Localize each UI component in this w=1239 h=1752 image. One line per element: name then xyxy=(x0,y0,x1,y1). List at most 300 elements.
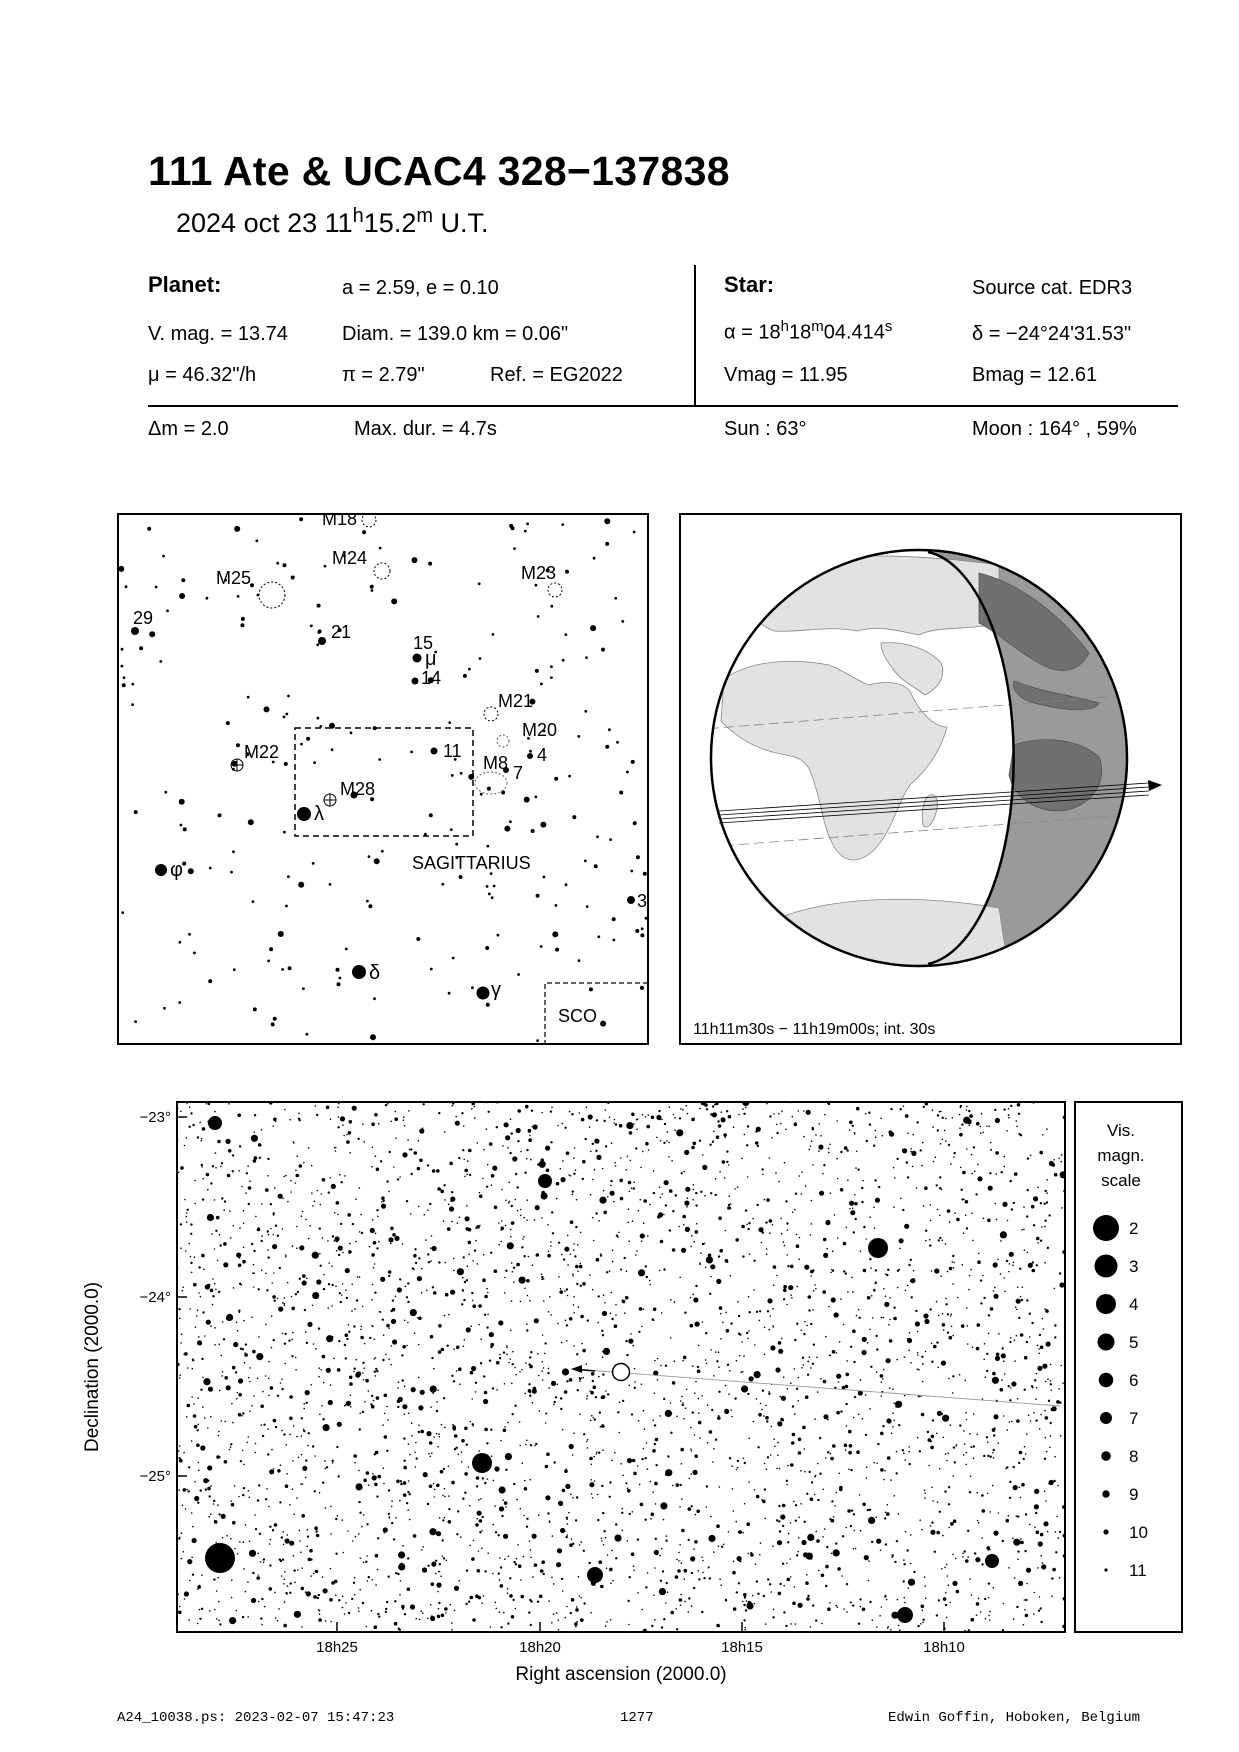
field-star xyxy=(612,1249,614,1251)
finder-star xyxy=(577,735,580,738)
field-star xyxy=(601,1540,603,1542)
field-star xyxy=(489,1142,493,1146)
field-star xyxy=(278,1307,283,1312)
field-star xyxy=(323,1588,328,1593)
field-star xyxy=(450,1197,455,1202)
field-star xyxy=(619,1179,623,1183)
field-star xyxy=(772,1224,774,1226)
field-star xyxy=(890,1629,892,1631)
field-star xyxy=(255,1216,257,1218)
field-star xyxy=(365,1379,369,1383)
field-star xyxy=(402,1379,404,1381)
field-star xyxy=(223,1242,227,1246)
field-star xyxy=(936,1614,938,1616)
field-star xyxy=(524,1393,526,1395)
field-star xyxy=(427,1618,429,1620)
field-star xyxy=(183,1452,185,1454)
field-star xyxy=(499,1579,501,1581)
field-star xyxy=(305,1390,310,1395)
field-star xyxy=(1050,1435,1052,1437)
field-star xyxy=(418,1405,423,1410)
field-star xyxy=(853,1513,855,1515)
field-star xyxy=(512,1271,514,1273)
field-star xyxy=(350,1395,352,1397)
field-star xyxy=(472,1304,476,1308)
field-star xyxy=(651,1116,655,1120)
field-star xyxy=(550,1245,552,1247)
field-star xyxy=(438,1571,440,1573)
field-star xyxy=(915,1321,920,1326)
field-star xyxy=(619,1124,623,1128)
field-star xyxy=(586,1441,588,1443)
field-star xyxy=(353,1325,355,1327)
field-star xyxy=(430,1247,432,1249)
field-star xyxy=(654,1424,656,1426)
field-star xyxy=(541,1361,543,1363)
field-star xyxy=(190,1112,192,1114)
field-star xyxy=(719,1171,721,1173)
field-star xyxy=(982,1509,986,1513)
field-star xyxy=(769,1583,771,1585)
field-star xyxy=(200,1296,202,1298)
field-star xyxy=(335,1595,337,1597)
field-star xyxy=(640,1199,642,1201)
field-star xyxy=(337,1107,339,1109)
field-star xyxy=(1050,1422,1052,1424)
field-star xyxy=(1036,1387,1038,1389)
field-star xyxy=(299,1119,301,1121)
field-star xyxy=(230,1237,232,1239)
field-star xyxy=(630,1160,632,1162)
field-star xyxy=(1003,1277,1005,1279)
field-star xyxy=(825,1220,830,1225)
field-star xyxy=(388,1576,390,1578)
field-star xyxy=(641,1383,643,1385)
field-star xyxy=(852,1125,854,1127)
field-star xyxy=(917,1121,919,1123)
field-star xyxy=(431,1452,433,1454)
field-star xyxy=(997,1259,999,1261)
field-star xyxy=(1018,1113,1020,1115)
field-star xyxy=(530,1549,532,1551)
field-star xyxy=(802,1357,804,1359)
field-star xyxy=(515,1374,517,1376)
field-star xyxy=(658,1212,663,1217)
field-star xyxy=(188,1619,190,1621)
field-star xyxy=(803,1110,805,1112)
field-star xyxy=(844,1444,848,1448)
field-star xyxy=(1004,1291,1006,1293)
field-star xyxy=(472,1260,474,1262)
field-star xyxy=(729,1207,731,1209)
field-star xyxy=(797,1400,799,1402)
field-star xyxy=(550,1241,552,1243)
field-star xyxy=(761,1409,763,1411)
field-star xyxy=(302,1280,307,1285)
field-star xyxy=(695,1381,697,1383)
field-star xyxy=(650,1481,652,1483)
field-star xyxy=(434,1489,436,1491)
star-29 xyxy=(131,627,139,635)
field-star xyxy=(400,1580,402,1582)
finder-star xyxy=(159,660,162,663)
field-star xyxy=(299,1540,301,1542)
field-star xyxy=(880,1117,882,1119)
field-star xyxy=(749,1253,751,1255)
finder-star xyxy=(429,813,433,817)
field-star xyxy=(430,1604,432,1606)
field-star xyxy=(945,1243,947,1245)
field-star xyxy=(407,1301,409,1303)
field-star xyxy=(783,1298,785,1300)
finder-star xyxy=(441,883,444,886)
finder-star xyxy=(350,731,353,734)
field-star xyxy=(282,1333,284,1335)
field-star xyxy=(253,1264,255,1266)
field-star xyxy=(698,1578,700,1580)
field-star xyxy=(438,1324,442,1328)
field-star xyxy=(287,1201,289,1203)
finder-star xyxy=(368,904,372,908)
field-star xyxy=(331,1184,336,1189)
field-star xyxy=(550,1141,552,1143)
field-star xyxy=(881,1381,883,1383)
field-star xyxy=(966,1109,968,1111)
field-star xyxy=(941,1189,943,1191)
target-star-marker xyxy=(613,1364,630,1381)
field-star xyxy=(795,1623,797,1625)
field-star xyxy=(236,1322,238,1324)
field-star xyxy=(428,1453,430,1455)
label-sco: SCO xyxy=(558,1006,598,1026)
ra-m-unit: m xyxy=(811,318,824,335)
field-star xyxy=(787,1541,789,1543)
field-star xyxy=(810,1275,812,1277)
field-star xyxy=(810,1626,812,1628)
field-star xyxy=(680,1448,684,1452)
field-star xyxy=(898,1625,900,1627)
field-star xyxy=(725,1312,727,1314)
field-star xyxy=(229,1617,236,1624)
field-star xyxy=(341,1294,343,1296)
field-star xyxy=(580,1285,582,1287)
field-star xyxy=(932,1126,934,1128)
field-star xyxy=(237,1113,241,1117)
field-star xyxy=(359,1231,361,1233)
field-star xyxy=(532,1264,534,1266)
field-star xyxy=(913,1571,915,1573)
field-star xyxy=(373,1358,375,1360)
field-star xyxy=(478,1304,482,1308)
finder-star xyxy=(337,982,341,986)
field-star xyxy=(766,1468,768,1470)
field-star xyxy=(966,1106,968,1108)
field-star xyxy=(778,1181,780,1183)
field-star xyxy=(192,1359,194,1361)
field-star xyxy=(646,1125,650,1129)
field-star xyxy=(235,1371,237,1373)
field-star xyxy=(737,1186,739,1188)
field-star xyxy=(441,1614,445,1618)
field-star xyxy=(376,1396,380,1400)
field-star xyxy=(1013,1262,1015,1264)
field-star xyxy=(453,1427,457,1431)
field-star xyxy=(836,1120,838,1122)
field-star xyxy=(562,1590,564,1592)
field-star xyxy=(953,1262,955,1264)
field-star xyxy=(787,1578,791,1582)
field-star xyxy=(1048,1400,1050,1402)
field-star xyxy=(680,1594,682,1596)
field-star xyxy=(479,1531,481,1533)
field-star xyxy=(792,1602,796,1606)
field-star xyxy=(736,1591,738,1593)
finder-star xyxy=(183,827,187,831)
field-star xyxy=(1059,1282,1064,1287)
field-star xyxy=(948,1584,950,1586)
field-star xyxy=(437,1446,439,1448)
finder-star xyxy=(287,695,290,698)
field-star xyxy=(498,1222,500,1224)
field-star xyxy=(487,1478,489,1480)
field-star xyxy=(257,1378,259,1380)
field-star xyxy=(301,1417,303,1419)
field-star xyxy=(975,1193,977,1195)
field-star xyxy=(308,1238,310,1240)
event-datetime xyxy=(176,205,489,239)
field-star xyxy=(946,1564,948,1566)
field-star xyxy=(499,1506,504,1511)
field-star xyxy=(424,1214,426,1216)
field-star xyxy=(307,1322,312,1327)
field-star xyxy=(520,1215,522,1217)
field-star xyxy=(265,1375,267,1377)
field-star xyxy=(798,1110,800,1112)
finder-star xyxy=(316,643,319,646)
field-star xyxy=(865,1113,867,1115)
field-star xyxy=(318,1618,322,1622)
legend-title-1: Vis. xyxy=(1106,1121,1136,1140)
field-star xyxy=(179,1377,181,1379)
field-star xyxy=(985,1376,987,1378)
field-star xyxy=(739,1333,741,1335)
field-star xyxy=(525,1362,527,1364)
bright-star-2 xyxy=(472,1453,492,1473)
field-star xyxy=(952,1261,954,1263)
field-star xyxy=(255,1528,257,1530)
field-star xyxy=(754,1603,756,1605)
dec-tick-24: −24° xyxy=(139,1289,171,1306)
field-star xyxy=(360,1214,362,1216)
field-star xyxy=(354,1368,356,1370)
field-star xyxy=(811,1481,813,1483)
field-star xyxy=(268,1395,270,1397)
field-star xyxy=(1010,1105,1012,1107)
field-star xyxy=(861,1201,863,1203)
field-star xyxy=(463,1159,465,1161)
field-star xyxy=(510,1330,512,1332)
field-star xyxy=(880,1468,884,1472)
field-star xyxy=(269,1543,271,1545)
field-star xyxy=(323,1274,325,1276)
field-star xyxy=(205,1284,210,1289)
field-star xyxy=(942,1313,944,1315)
field-star xyxy=(515,1563,517,1565)
field-star xyxy=(653,1595,655,1597)
field-star xyxy=(244,1352,246,1354)
field-star xyxy=(1044,1226,1046,1228)
field-star xyxy=(968,1110,970,1112)
field-star xyxy=(710,1349,712,1351)
field-star xyxy=(557,1548,562,1553)
field-star xyxy=(310,1575,312,1577)
field-star xyxy=(490,1346,492,1348)
field-star xyxy=(491,1174,495,1178)
field-star xyxy=(758,1413,762,1417)
field-star xyxy=(303,1429,305,1431)
field-star xyxy=(460,1536,462,1538)
field-star xyxy=(495,1602,497,1604)
field-star xyxy=(438,1602,440,1604)
field-star xyxy=(533,1387,537,1391)
field-star xyxy=(643,1629,645,1631)
field-star xyxy=(517,1210,519,1212)
field-star xyxy=(1023,1206,1025,1208)
field-star xyxy=(586,1398,588,1400)
field-star xyxy=(590,1151,592,1153)
field-star xyxy=(269,1587,273,1591)
field-star xyxy=(718,1415,720,1417)
field-star xyxy=(764,1518,766,1520)
field-star xyxy=(593,1456,595,1458)
field-star xyxy=(812,1363,814,1365)
field-star xyxy=(631,1413,633,1415)
field-star xyxy=(655,1464,657,1466)
finder-star xyxy=(605,745,609,749)
field-star xyxy=(938,1239,940,1241)
field-star xyxy=(759,1310,761,1312)
finder-star xyxy=(339,977,342,980)
field-star xyxy=(284,1579,286,1581)
field-star xyxy=(389,1151,391,1153)
field-star xyxy=(262,1391,264,1393)
field-star xyxy=(592,1497,594,1499)
field-star xyxy=(218,1435,220,1437)
field-star xyxy=(804,1265,809,1270)
field-star xyxy=(391,1345,393,1347)
field-star xyxy=(536,1253,540,1257)
field-star xyxy=(615,1165,617,1167)
field-star xyxy=(543,1278,545,1280)
field-star xyxy=(512,1413,514,1415)
field-star xyxy=(988,1314,990,1316)
field-star xyxy=(869,1258,871,1260)
field-star xyxy=(846,1360,848,1362)
field-star xyxy=(578,1112,580,1114)
field-star xyxy=(891,1556,893,1558)
field-star xyxy=(405,1286,407,1288)
field-star xyxy=(626,1354,628,1356)
field-star xyxy=(302,1274,306,1278)
field-star xyxy=(987,1219,991,1223)
field-star xyxy=(778,1592,782,1596)
field-star xyxy=(1038,1353,1040,1355)
field-star xyxy=(937,1501,939,1503)
field-star xyxy=(702,1165,707,1170)
field-star xyxy=(470,1421,472,1423)
field-star xyxy=(760,1542,762,1544)
field-star xyxy=(256,1353,263,1360)
field-star xyxy=(395,1137,397,1139)
field-star xyxy=(987,1455,989,1457)
field-star xyxy=(615,1304,617,1306)
field-star xyxy=(1047,1378,1049,1380)
field-star xyxy=(201,1166,203,1168)
field-star xyxy=(230,1443,232,1445)
field-star xyxy=(694,1392,696,1394)
field-star xyxy=(779,1530,781,1532)
field-star xyxy=(330,1621,332,1623)
field-star xyxy=(654,1393,656,1395)
field-star xyxy=(284,1297,286,1299)
field-star xyxy=(458,1580,460,1582)
field-star xyxy=(1022,1286,1024,1288)
field-star xyxy=(1048,1214,1050,1216)
field-star xyxy=(461,1461,463,1463)
field-star xyxy=(333,1358,335,1360)
field-star xyxy=(287,1534,289,1536)
field-star xyxy=(960,1167,962,1169)
finder-star xyxy=(368,855,371,858)
field-star xyxy=(986,1370,988,1372)
field-star xyxy=(696,1510,700,1514)
field-star xyxy=(1045,1190,1047,1192)
field-star xyxy=(723,1544,725,1546)
field-star xyxy=(866,1140,868,1142)
field-star xyxy=(376,1247,378,1249)
field-star xyxy=(773,1284,775,1286)
field-star xyxy=(853,1417,855,1419)
field-star xyxy=(1033,1613,1035,1615)
field-star xyxy=(426,1431,431,1436)
field-star xyxy=(1024,1609,1026,1611)
field-star xyxy=(654,1550,659,1555)
field-star xyxy=(479,1225,481,1227)
field-star xyxy=(187,1559,192,1564)
field-star xyxy=(178,1489,180,1491)
field-star xyxy=(959,1127,961,1129)
field-star xyxy=(1060,1365,1062,1367)
field-star xyxy=(753,1260,755,1262)
field-star xyxy=(242,1450,244,1452)
field-star xyxy=(1013,1485,1018,1490)
field-star xyxy=(676,1628,678,1630)
field-star xyxy=(805,1395,809,1399)
field-star xyxy=(429,1203,431,1205)
field-star xyxy=(678,1226,680,1228)
field-star xyxy=(202,1377,204,1379)
field-star xyxy=(452,1424,454,1426)
field-star xyxy=(633,1187,635,1189)
field-star xyxy=(788,1533,790,1535)
field-star xyxy=(730,1322,732,1324)
field-star xyxy=(469,1505,471,1507)
field-star xyxy=(994,1287,996,1289)
field-star xyxy=(374,1483,378,1487)
field-star xyxy=(700,1191,702,1193)
field-star xyxy=(977,1176,982,1181)
planet-orbit: a = 2.59, e = 0.10 xyxy=(342,277,499,299)
